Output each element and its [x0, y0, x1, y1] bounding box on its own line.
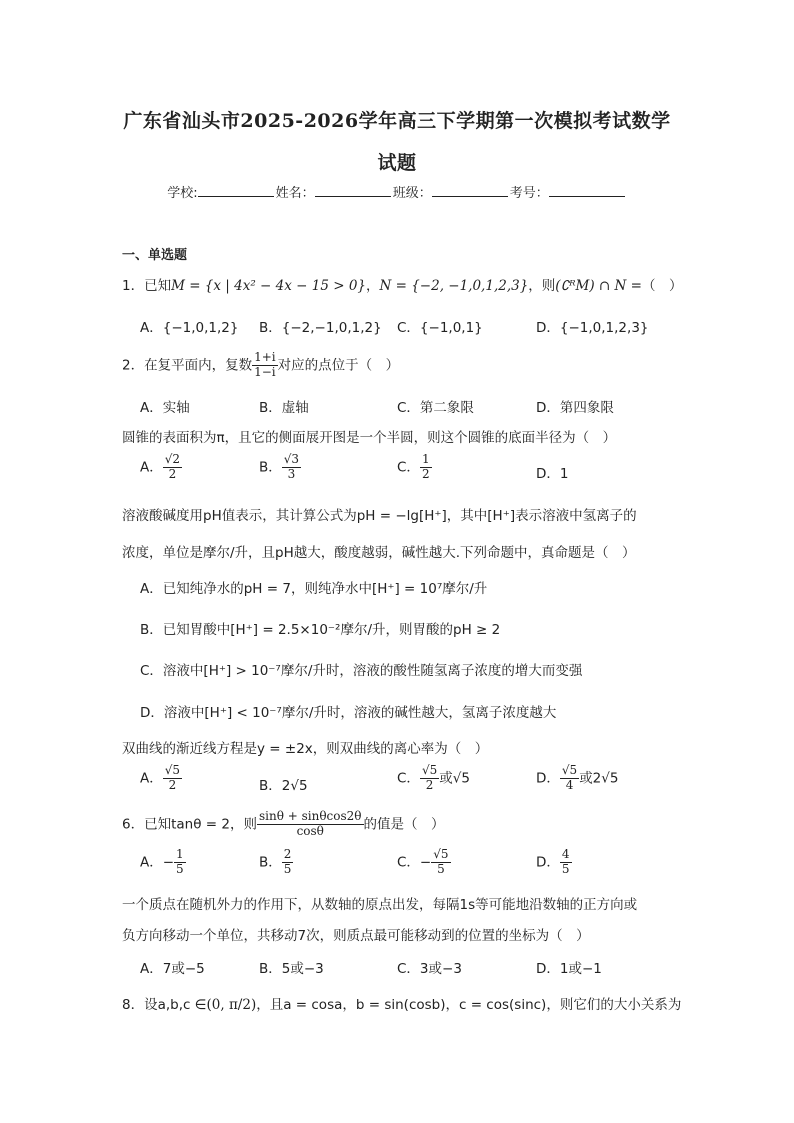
q1-option-d[interactable]: D．{−1,0,1,2,3} — [536, 320, 649, 336]
q4-option-c[interactable]: C．溶液中[H⁺] > 10⁻⁷摩尔/升时，溶液的酸性随氢离子浓度的增大而变强 — [140, 663, 583, 679]
q4-option-a[interactable]: A．已知纯净水的pH = 7，则纯净水中[H⁺] = 10⁷摩尔/升 — [140, 581, 488, 597]
q2-option-c[interactable]: C．第二象限 — [397, 400, 474, 416]
page-title: 广东省汕头市2025-2026学年高三下学期第一次模拟考试数学 — [123, 110, 671, 132]
q3-option-c[interactable]: C． $\frac{1}{2}$ — [397, 452, 430, 481]
trig-fraction: $\frac{\sin\theta + \sin\theta\cos 2\theta}{\cos\theta}$ — [258, 809, 362, 838]
q2-option-a[interactable]: A．实轴 — [140, 400, 190, 416]
question-7-line1: 一个质点在随机外力的作用下，从数轴的原点出发，每隔1s等可能地沿数轴的正方向或 — [122, 897, 638, 913]
exam-no-field[interactable] — [549, 184, 625, 197]
q7-option-b[interactable]: B．5或−3 — [259, 961, 324, 977]
question-2: 2．在复平面内，复数 $\frac{1+i}{1-i}$ 对应的点位于（ ） — [122, 350, 400, 379]
page-title-line2: 试题 — [377, 152, 417, 174]
q4-option-b[interactable]: B．已知胃酸中[H⁺] = 2.5×10⁻²摩尔/升，则胃酸的pH ≥ 2 — [140, 622, 501, 638]
question-4-line2: 浓度，单位是摩尔/升，且pH越大，酸度越弱，碱性越大.下列命题中，真命题是（ ） — [122, 545, 636, 561]
q7-option-c[interactable]: C．3或−3 — [397, 961, 462, 977]
question-8: 8．设a,b,c ∈(0, π/2)，且a = cosa，b = sin(cosb)，c = cos(sinc)，则它们的大小关系为 — [122, 997, 682, 1013]
name-field[interactable] — [315, 184, 391, 197]
q6-option-d[interactable]: D． $\frac{4}{5}$ — [536, 847, 570, 876]
q7-option-d[interactable]: D．1或−1 — [536, 961, 602, 977]
q3-option-d[interactable]: D．1 — [536, 466, 569, 482]
q6-option-a[interactable]: A．− $\frac{1}{5}$ — [140, 847, 184, 876]
question-1: 1．已知M = {x | 4x² − 4x − 15 > 0}，N = {−2, −1,0,1,2,3}，则(∁ᴿM) ∩ N =（ ） — [122, 278, 683, 294]
q5-option-a[interactable]: A． $\frac{√5}{2}$ — [140, 763, 181, 792]
section-heading: 一、单选题 — [122, 248, 188, 263]
q4-option-d[interactable]: D．溶液中[H⁺] < 10⁻⁷摩尔/升时，溶液的碱性越大，氢离子浓度越大 — [140, 705, 557, 721]
question-3: 圆锥的表面积为π，且它的侧面展开图是一个半圆，则这个圆锥的底面半径为（ ） — [122, 430, 617, 446]
student-info-row — [0, 182, 794, 201]
q7-option-a[interactable]: A．7或−5 — [140, 961, 205, 977]
complex-fraction: $\frac{1+i}{1-i}$ — [254, 350, 276, 379]
class-label: 班级： — [392, 186, 432, 201]
q5-option-c[interactable]: C． $\frac{√5}{2}$ 或√5 — [397, 763, 470, 792]
q5-option-d[interactable]: D． $\frac{√5}{4}$ 或2√5 — [536, 763, 619, 792]
name-label: 姓名： — [275, 186, 315, 201]
q2-option-b[interactable]: B．虚轴 — [259, 400, 309, 416]
q3-option-a[interactable]: A． $\frac{√2}{2}$ — [140, 452, 181, 481]
question-7-line2: 负方向移动一个单位，共移动7次，则质点最可能移动到的位置的坐标为（ ） — [122, 928, 590, 944]
q3-option-b[interactable]: B． $\frac{√3}{3}$ — [259, 452, 300, 481]
exam-no-label: 考号： — [509, 186, 549, 201]
school-label: 学校: — [167, 186, 198, 201]
question-6: 6．已知tanθ = 2，则 $\frac{\sin\theta + \sin\theta\cos 2\theta}{\cos\theta}$ 的值是（ ） — [122, 809, 445, 838]
question-5: 双曲线的渐近线方程是y = ±2x，则双曲线的离心率为（ ） — [122, 741, 489, 757]
school-field[interactable] — [198, 184, 274, 197]
q5-option-b[interactable]: B．2√5 — [259, 778, 308, 794]
q1-option-c[interactable]: C．{−1,0,1} — [397, 320, 483, 336]
q6-option-b[interactable]: B． $\frac{2}{5}$ — [259, 847, 292, 876]
q1-option-b[interactable]: B．{−2,−1,0,1,2} — [259, 320, 382, 336]
q1-option-a[interactable]: A．{−1,0,1,2} — [140, 320, 239, 336]
q2-option-d[interactable]: D．第四象限 — [536, 400, 614, 416]
q6-option-c[interactable]: C．− $\frac{√5}{5}$ — [397, 847, 449, 876]
class-field[interactable] — [432, 184, 508, 197]
question-4-line1: 溶液酸碱度用pH值表示，其计算公式为pH = −lg[H⁺]，其中[H⁺]表示溶液中氢离子的 — [122, 508, 637, 524]
